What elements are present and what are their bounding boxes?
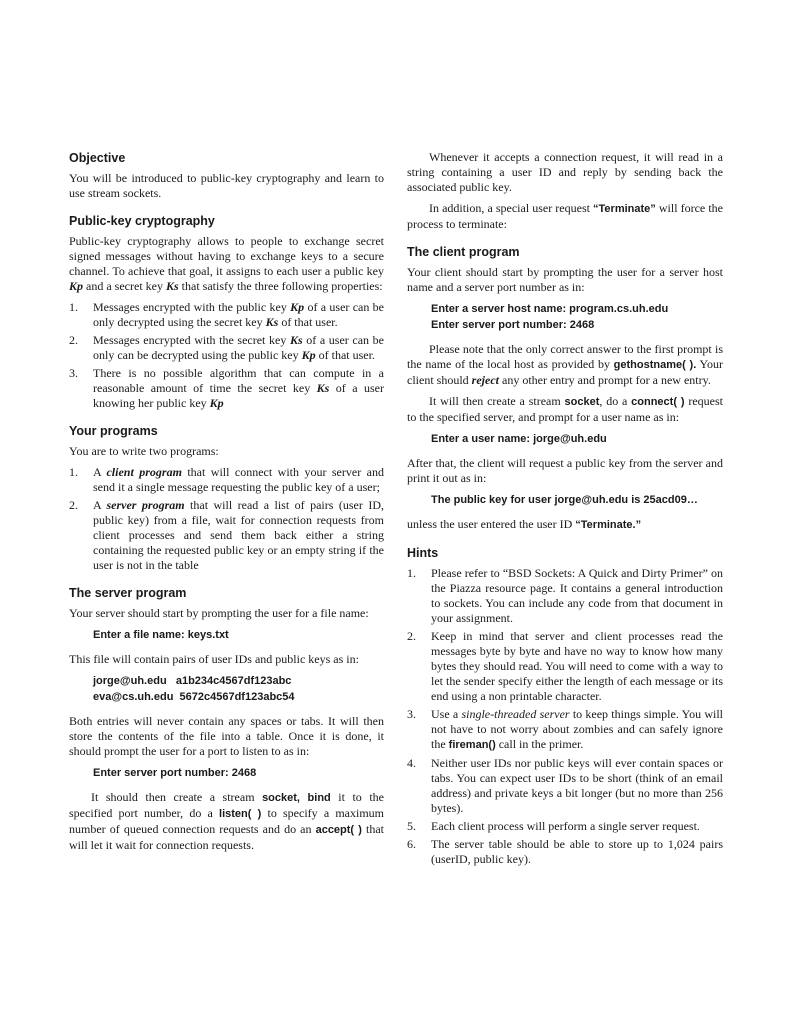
list-item: 3. There is no possible algorithm that can compute in a reasonable amount of time the secret key Ks of a user knowing her public key Kp xyxy=(69,366,384,410)
pkc-intro: Public-key cryptography allows to people to exchange secret signed messages without having to exchange keys to a secure channel. To achieve that goal, it assigns to each user a public key Kp and a secret key Ks that satisfy the three following properties: xyxy=(69,234,384,293)
list-item: 3. Use a single-threaded server to keep things simple. You will not have to not worry about zombies and can safely ignore the fireman() call in the primer. xyxy=(407,707,724,751)
filename-prompt: Enter a file name: keys.txt xyxy=(93,629,229,641)
port-prompt: Enter server port number: 2468 xyxy=(93,767,257,779)
server-p1: Your server should start by prompting the user for a file name: xyxy=(69,606,369,620)
client-p1: Your client should start by prompting the user for a server host name and a server port number as in: xyxy=(407,265,723,294)
server-heading: The server program xyxy=(69,586,187,600)
server-p3: Both entries will never contain any spaces or tabs. It will then store the contents of the file into a table. Once it is done, it should prompt the user for a port to listen to as in: xyxy=(69,714,384,758)
list-item: 5. Each client process will perform a single server request. xyxy=(407,819,700,833)
list-item: 2. Messages encrypted with the secret key Ks of a user can be only can be decrypted using the public key Kp of that user. xyxy=(69,333,385,362)
left-column xyxy=(69,150,384,859)
pkc-properties-list xyxy=(69,300,384,411)
list-item: 1. Messages encrypted with the public key Kp of a user can be only decrypted using the secret key Ks of that user. xyxy=(69,300,384,329)
username-prompt: Enter a user name: jorge@uh.edu xyxy=(431,433,607,445)
server-cont-p1: Whenever it accepts a connection request, it will read in a string containing a user ID and reply by sending back the associated public key. xyxy=(407,150,723,194)
key-line: eva@cs.uh.edu 5672c4567df123abc54 xyxy=(93,691,295,703)
prompt-line: Enter server port number: 2468 xyxy=(431,319,595,331)
programs-list xyxy=(69,465,384,573)
client-p2: Please note that the only correct answer to the first prompt is the name of the local host as provided by gethostname( ). Your client should reject any other entry and prompt for a new entry. xyxy=(407,342,724,387)
hints-list xyxy=(407,566,723,867)
list-item: 2. A server program that will read a list of pairs (user ID, public key) from a file, wait for connection requests from client processes and send them back either a string containing the requested public key or an empty string if the user is not in the table xyxy=(69,498,384,572)
key-line: jorge@uh.edu a1b234c4567df123abc xyxy=(93,675,292,687)
pkc-heading: Public-key cryptography xyxy=(69,214,215,228)
public-key-output: The public key for user jorge@uh.edu is 25acd09… xyxy=(431,494,698,506)
client-p5: unless the user entered the user ID “Terminate.” xyxy=(407,517,642,531)
programs-intro: You are to write two programs: xyxy=(69,444,219,458)
list-item: 1. Please refer to “BSD Sockets: A Quick and Dirty Primer” on the Piazza resource page. It contains a general introduction to sockets. You can include any code from that document in your assignment. xyxy=(407,566,723,625)
client-p3: It will then create a stream socket, do a connect( ) request to the specified server, and prompt for a user name as in: xyxy=(407,394,724,424)
objective-heading: Objective xyxy=(69,151,126,165)
list-item: 1. A client program that will connect with your server and send it a single message requesting the public key of a user; xyxy=(69,465,384,494)
server-cont-p2: In addition, a special user request “Terminate” will force the process to terminate: xyxy=(407,201,723,231)
client-heading: The client program xyxy=(407,245,520,259)
list-item: 4. Neither user IDs nor public keys will ever contain spaces or tabs. You can expect user IDs to be short (think of an email address) and private keys a bit longer (but no more than 256 bytes). xyxy=(407,756,723,815)
objective-text: You will be introduced to public-key cryptography and learn to use stream sockets. xyxy=(69,171,384,200)
server-p4: It should then create a stream socket, bind it to the specified port number, do a listen( ) to specify a maximum number of queued connection requests and do an accept( ) that will let it wait for connection requests. xyxy=(69,790,384,852)
hints-heading: Hints xyxy=(407,546,439,560)
host-port-prompt xyxy=(431,301,723,333)
prompt-line: Enter a server host name: program.cs.uh.edu xyxy=(431,303,669,315)
list-item: 2. Keep in mind that server and client processes read the messages byte by byte and have no way to know how many bytes they should read. You will need to come with a way to let the sender specify either the length of each message or its end using a non printable character. xyxy=(407,629,723,703)
programs-heading: Your programs xyxy=(69,424,158,438)
list-item: 6. The server table should be able to store up to 1,024 pairs (userID, public key). xyxy=(407,837,723,866)
keys-file-example xyxy=(93,673,384,705)
client-p4: After that, the client will request a public key from the server and print it out as in: xyxy=(407,456,723,485)
server-p2: This file will contain pairs of user IDs and public keys as in: xyxy=(69,652,359,666)
right-column xyxy=(407,150,723,875)
